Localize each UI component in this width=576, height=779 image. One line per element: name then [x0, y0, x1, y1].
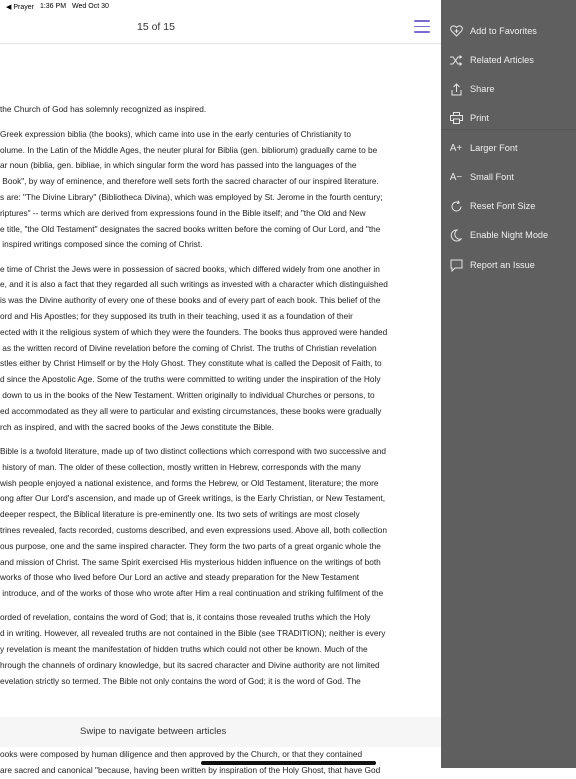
- article-line: introduce, and of the works of those who wrote after Him a real continuation and striking fulfilment of the: [0, 588, 384, 599]
- article-line: stles either by Christ Himself or by the Holy Ghost. They constitute what is called the Deposit of Faith, to: [0, 358, 382, 369]
- status-time: 1:36 PM: [39, 3, 67, 10]
- article-paragraph: [0, 262, 441, 436]
- menu-item-small-font[interactable]: [441, 164, 576, 190]
- font-larger-icon: A+: [449, 142, 463, 154]
- article-line: hrough the channels of ordinary knowledge, but its sacred character and Divine authority are not limited: [0, 659, 380, 670]
- article-line: e, and it is also a fact that they regarded all such writings as invested with a character which distinguished: [0, 279, 388, 290]
- article-line: down to us in the books of the New Testament. Written originally to individual Churches or persons, to: [0, 390, 375, 401]
- hamburger-line: [414, 31, 430, 33]
- article-paragraph: [0, 127, 441, 253]
- menu-item-larger-font[interactable]: [441, 135, 576, 161]
- article-line: history of man. The older of these collection, mostly written in Hebrew, corresponds with the many: [0, 461, 361, 472]
- article-paragraph: [0, 444, 441, 602]
- article-line: olume. In the Latin of the Middle Ages, the neuter plural for Biblia (gen. bibliorum) gradually came to be: [0, 144, 378, 155]
- page-counter: 15 of 15: [137, 21, 175, 33]
- article-line: ous purpose, one and the same inspired character. They form the two parts of a great organic whole the: [0, 540, 381, 551]
- article-line: ooks were composed by human diligence and then approved by the Church, or that they contained: [0, 749, 363, 759]
- article-line: riptures" -- terms which are derived from expressions found in the Bible itself; and "the Old and New: [0, 207, 366, 218]
- menu-item-label: Reset Font Size: [470, 201, 536, 211]
- article-line: d in writing. However, all revealed truths are not contained in the Bible (see TRADITION); neither is every: [0, 628, 386, 639]
- status-date: Wed Oct 30: [72, 3, 109, 10]
- article-line: Book", by way of eminence, and therefore well sets forth the sacred character of our inspired literature.: [0, 176, 379, 187]
- article-line: and mission of Christ. The same Spirit exercised His mysterious hidden influence on the writings of both: [0, 556, 381, 567]
- menu-item-related-articles[interactable]: [441, 47, 576, 73]
- article-line: Bible is a twofold literature, made up of two distinct collections which correspond with two successive and: [0, 445, 386, 456]
- article-intro: the Church of God has solemnly recognized as inspired.: [0, 104, 207, 114]
- article-line: rch as inspired, and with the sacred books of the Jews constitute the Bible.: [0, 421, 274, 432]
- moon-icon: [449, 228, 463, 242]
- menu-item-label: Report an Issue: [470, 260, 535, 270]
- menu-item-label: Print: [470, 113, 489, 123]
- article-line: ord and His Apostles; for they supposed its truth in their teaching, used it as a foundation of their: [0, 311, 353, 322]
- article-line: works of those who lived before Our Lord an active and steady preparation for the New Testament: [0, 572, 360, 583]
- font-smaller-icon: A−: [449, 171, 463, 183]
- menu-divider: [441, 129, 576, 130]
- menu-item-enable-night-mode[interactable]: [441, 222, 576, 248]
- article-line: wish people enjoyed a national existence, and forms the Hebrew, or Old Testament, literature; the more: [0, 477, 379, 488]
- article-body: [0, 102, 441, 698]
- swipe-hint-text: Swipe to navigate between articles: [80, 726, 227, 737]
- menu-item-label: Small Font: [470, 172, 514, 182]
- article-line: e title, "the Old Testament" designates the sacred books written before the coming of Our Lord, and "the: [0, 223, 381, 234]
- article-line: e time of Christ the Jews were in possession of sacred books, which differed widely from one another in: [0, 263, 380, 274]
- menu-item-report-an-issue[interactable]: [441, 252, 576, 278]
- menu-item-label: Enable Night Mode: [470, 230, 549, 240]
- heart-plus-icon: [449, 24, 463, 38]
- article-line: as the written record of Divine revelation before the coming of Christ. The truths of Christian revelation: [0, 342, 377, 353]
- side-menu: [441, 0, 576, 768]
- article-line: ar noun (biblia, gen. bibliae, in which singular form the word has passed into the languages of the: [0, 160, 357, 171]
- home-indicator[interactable]: [201, 761, 376, 765]
- menu-toggle-button[interactable]: [414, 20, 430, 34]
- menu-item-reset-font-size[interactable]: [441, 193, 576, 219]
- share-icon: [449, 82, 463, 96]
- menu-item-label: Related Articles: [470, 55, 534, 65]
- article-line: s are: "The Divine Library" (Bibliotheca Divina), which was employed by St. Jerome in the fourth century;: [0, 191, 383, 202]
- article-line: d since the Apostolic Age. Some of the truths were committed to writing under the inspiration of the Holy: [0, 374, 381, 385]
- hamburger-line: [414, 26, 430, 28]
- menu-item-label: Share: [470, 84, 495, 94]
- article-line: inspired writings composed since the coming of Christ.: [0, 239, 203, 250]
- article-line: ong after Our Lord's ascension, and made up of Greek writings, is the Early Christian, or New Testament,: [0, 493, 386, 504]
- article-line: trines revealed, facts recorded, customs described, and even expressions used. Above all, both collection: [0, 524, 387, 535]
- article-line: y revelation is meant the manifestation of hidden truths which could not other be known. Much of the: [0, 644, 368, 654]
- reset-icon: [449, 199, 463, 213]
- article-paragraph: [0, 610, 441, 689]
- article-line: is was the Divine authority of every one of these books and of every part of each book. This belief of the: [0, 295, 381, 306]
- hamburger-line: [414, 20, 430, 22]
- back-to-app-link[interactable]: ◀ Prayer: [6, 4, 34, 11]
- shuffle-icon: [449, 53, 463, 67]
- article-line: evelation strictly so termed. The Bible not only contains the word of God; it is the word of God. The: [0, 675, 361, 686]
- navigation-bar: [0, 14, 441, 44]
- report-icon: [449, 258, 463, 272]
- menu-item-label: Larger Font: [470, 143, 518, 153]
- article-line: orded of revelation, contains the word of God; that is, it contains those revealed truths which the Holy: [0, 612, 371, 623]
- article-line: ected with it the religious system of which they were the founders. The books thus approved were handed: [0, 326, 388, 337]
- article-line: Greek expression biblia (the books), which came into use in the early centuries of Christianity to: [0, 128, 351, 139]
- menu-item-print[interactable]: [441, 105, 576, 131]
- article-line: are sacred and canonical "because, having been written by inspiration of the Holy Ghost, that have God: [0, 764, 381, 775]
- printer-icon: [449, 111, 463, 125]
- article-line: ed accommodated as they all were to particular and existing circumstances, these books were gradually: [0, 405, 382, 416]
- menu-item-label: Add to Favorites: [470, 26, 537, 36]
- article-reader[interactable]: [0, 14, 441, 775]
- swipe-hint-banner: [0, 717, 441, 747]
- menu-item-share[interactable]: [441, 76, 576, 102]
- menu-item-add-to-favorites[interactable]: [441, 18, 576, 44]
- article-line: deeper respect, the Biblical literature is pre-eminently one. Its two sets of writings are most closely: [0, 509, 360, 520]
